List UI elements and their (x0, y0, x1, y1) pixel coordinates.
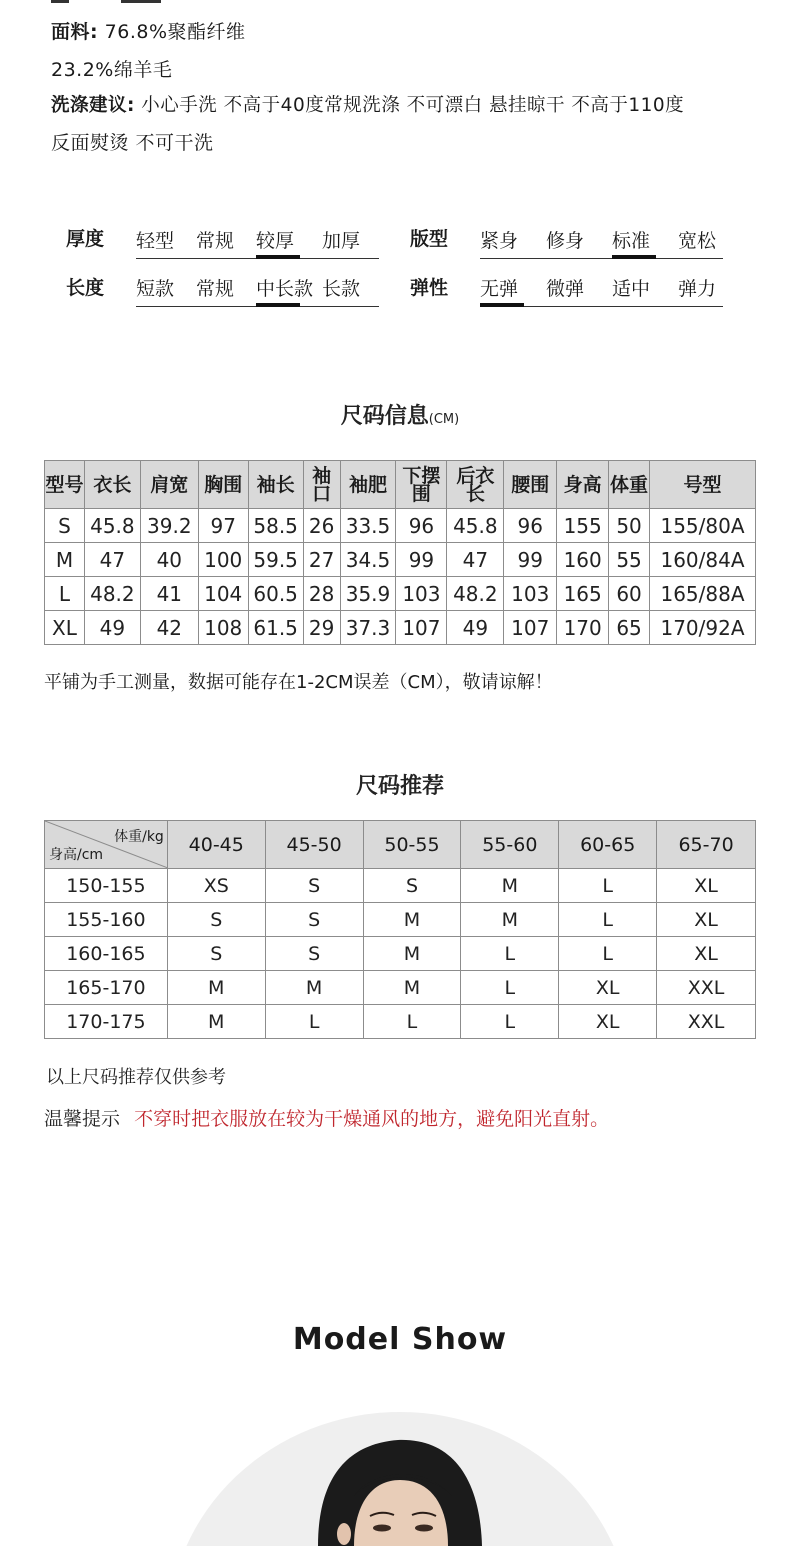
warm-tip-label: 温馨提示 (44, 1108, 121, 1130)
table-cell: 104 (198, 577, 248, 611)
height-range-cell: 165-170 (45, 971, 168, 1005)
table-cell: L (45, 577, 85, 611)
size-cell: S (167, 937, 265, 971)
attr-label: 版型 (410, 228, 449, 250)
weight-header-cell: 60-65 (559, 821, 657, 869)
size-info-note: 平铺为手工测量，数据可能存在1-2CM误差（CM），敬请谅解！ (44, 672, 553, 693)
attr-option: 适中 (612, 278, 651, 300)
table-cell: 96 (504, 509, 557, 543)
size-info-heading (0, 399, 800, 430)
table-cell: 49 (84, 611, 140, 645)
attr-selected-marker (480, 303, 524, 307)
size-recommend-heading: 尺码推荐 (355, 774, 444, 799)
size-header-cell: 身高 (557, 461, 609, 509)
attr-option: 长款 (322, 278, 361, 300)
height-range-cell: 155-160 (45, 903, 168, 937)
size-cell: M (363, 937, 461, 971)
table-row (45, 1005, 756, 1039)
table-cell: 28 (303, 577, 340, 611)
table-cell: 165/88A (650, 577, 756, 611)
size-header-cell: 下摆围 (396, 461, 447, 509)
table-cell: 97 (198, 509, 248, 543)
table-cell: 160/84A (650, 543, 756, 577)
table-cell: 59.5 (248, 543, 303, 577)
corner-weight-label: 体重/kg (114, 829, 164, 845)
attr-option: 轻型 (136, 230, 175, 252)
size-cell: M (461, 869, 559, 903)
table-cell: 103 (504, 577, 557, 611)
table-cell: 61.5 (248, 611, 303, 645)
size-header-cell: 袖肥 (340, 461, 396, 509)
wash-value-2: 反面熨烫 不可干洗 (51, 132, 214, 154)
corner-header-cell (45, 821, 168, 869)
table-cell: M (45, 543, 85, 577)
attr-option: 紧身 (480, 230, 519, 252)
table-cell: 58.5 (248, 509, 303, 543)
attr-option: 无弹 (480, 278, 519, 300)
size-header-cell: 腰围 (504, 461, 557, 509)
size-cell: M (461, 903, 559, 937)
size-cell: XL (657, 937, 756, 971)
attr-option: 常规 (196, 278, 235, 300)
attr-option: 较厚 (256, 230, 295, 252)
table-cell: 37.3 (340, 611, 396, 645)
size-cell: S (265, 869, 363, 903)
weight-header-cell: 55-60 (461, 821, 559, 869)
table-cell: 45.8 (447, 509, 504, 543)
attr-selected-marker (256, 255, 300, 259)
table-cell: 65 (609, 611, 650, 645)
table-cell: 107 (504, 611, 557, 645)
size-cell: XXL (657, 1005, 756, 1039)
table-cell: 29 (303, 611, 340, 645)
attr-option: 短款 (136, 278, 175, 300)
weight-header-cell: 65-70 (657, 821, 756, 869)
attr-option: 加厚 (322, 230, 361, 252)
table-cell: 170 (557, 611, 609, 645)
size-cell: XL (559, 1005, 657, 1039)
weight-header-cell: 40-45 (167, 821, 265, 869)
table-row (45, 543, 756, 577)
table-cell: 40 (140, 543, 198, 577)
size-header-cell: 肩宽 (140, 461, 198, 509)
warm-tip-text: 不穿时把衣服放在较为干燥通风的地方，避免阳光直射。 (134, 1108, 610, 1130)
corner-height-label: 身高/cm (49, 847, 104, 863)
size-info-table (44, 460, 756, 645)
table-cell: 60.5 (248, 577, 303, 611)
height-range-cell: 170-175 (45, 1005, 168, 1039)
table-row (45, 577, 756, 611)
table-cell: S (45, 509, 85, 543)
size-cell: M (167, 1005, 265, 1039)
warm-tip (44, 1104, 609, 1131)
size-header-cell: 体重 (609, 461, 650, 509)
table-cell: 47 (84, 543, 140, 577)
size-cell: L (363, 1005, 461, 1039)
table-cell: 100 (198, 543, 248, 577)
fabric-line (51, 17, 246, 44)
size-cell: XL (657, 903, 756, 937)
fabric-value-2: 23.2%绵羊毛 (51, 59, 173, 81)
weight-header-cell: 50-55 (363, 821, 461, 869)
height-range-cell: 150-155 (45, 869, 168, 903)
table-cell: 42 (140, 611, 198, 645)
model-show-title: Model Show (292, 1322, 508, 1357)
table-cell: 165 (557, 577, 609, 611)
attr-option: 常规 (196, 230, 235, 252)
size-cell: XL (559, 971, 657, 1005)
size-cell: M (363, 971, 461, 1005)
fabric-value: 76.8%聚酯纤维 (104, 21, 246, 43)
table-row (45, 971, 756, 1005)
table-cell: 34.5 (340, 543, 396, 577)
size-header-cell: 袖口 (303, 461, 340, 509)
table-cell: 47 (447, 543, 504, 577)
wash-line (51, 91, 684, 117)
size-header-cell: 袖长 (248, 461, 303, 509)
table-cell: 48.2 (447, 577, 504, 611)
table-cell: 33.5 (340, 509, 396, 543)
table-cell: 99 (504, 543, 557, 577)
height-range-cell: 160-165 (45, 937, 168, 971)
table-cell: 48.2 (84, 577, 140, 611)
attr-option: 标准 (612, 230, 651, 252)
weight-header-cell: 45-50 (265, 821, 363, 869)
size-header-cell: 号型 (650, 461, 756, 509)
size-cell: S (265, 903, 363, 937)
size-cell: L (461, 971, 559, 1005)
table-cell: 160 (557, 543, 609, 577)
table-cell: 155/80A (650, 509, 756, 543)
attr-label: 厚度 (66, 228, 105, 250)
attr-label: 长度 (66, 277, 105, 299)
attr-option: 宽松 (678, 230, 717, 252)
size-header-cell: 后衣长 (447, 461, 504, 509)
table-row (45, 611, 756, 645)
size-cell: M (363, 903, 461, 937)
size-cell: S (363, 869, 461, 903)
table-cell: 170/92A (650, 611, 756, 645)
table-cell: 39.2 (140, 509, 198, 543)
size-cell: XXL (657, 971, 756, 1005)
table-cell: 155 (557, 509, 609, 543)
fabric-label: 面料: (51, 21, 99, 43)
size-cell: L (559, 937, 657, 971)
size-info-title: 尺码信息 (340, 404, 429, 429)
size-cell: S (167, 903, 265, 937)
attr-selected-marker (612, 255, 656, 259)
table-cell: 60 (609, 577, 650, 611)
table-cell: 27 (303, 543, 340, 577)
table-cell: 50 (609, 509, 650, 543)
table-cell: 45.8 (84, 509, 140, 543)
size-cell: M (265, 971, 363, 1005)
table-cell: 99 (396, 543, 447, 577)
attr-label: 弹性 (410, 277, 449, 299)
cropped-text-remnant (51, 0, 201, 5)
table-row (45, 869, 756, 903)
size-cell: S (265, 937, 363, 971)
size-recommend-table (44, 820, 756, 1039)
size-recommend-note: 以上尺码推荐仅供参考 (46, 1067, 226, 1088)
size-cell: L (461, 1005, 559, 1039)
table-row (45, 509, 756, 543)
size-cell: L (559, 869, 657, 903)
size-cell: L (265, 1005, 363, 1039)
size-cell: L (461, 937, 559, 971)
table-row (45, 937, 756, 971)
table-row (45, 903, 756, 937)
size-cell: XL (657, 869, 756, 903)
attr-option: 微弹 (546, 278, 585, 300)
size-header-cell: 衣长 (84, 461, 140, 509)
size-cell: L (559, 903, 657, 937)
attr-option: 修身 (546, 230, 585, 252)
attr-underline (480, 258, 723, 259)
size-info-unit: (CM) (428, 412, 460, 427)
size-cell: XS (167, 869, 265, 903)
size-header-cell: 型号 (45, 461, 85, 509)
table-cell: 41 (140, 577, 198, 611)
size-header-cell: 胸围 (198, 461, 248, 509)
model-photo-illustration (0, 1400, 800, 1546)
table-cell: 96 (396, 509, 447, 543)
table-cell: 35.9 (340, 577, 396, 611)
wash-label: 洗涤建议: (51, 95, 135, 116)
model-photo (0, 1400, 800, 1546)
table-cell: 107 (396, 611, 447, 645)
attr-option: 中长款 (256, 278, 314, 300)
table-cell: 49 (447, 611, 504, 645)
table-cell: 26 (303, 509, 340, 543)
size-cell: M (167, 971, 265, 1005)
attr-selected-marker (256, 303, 300, 307)
table-cell: XL (45, 611, 85, 645)
table-cell: 103 (396, 577, 447, 611)
table-cell: 55 (609, 543, 650, 577)
attr-option: 弹力 (678, 278, 717, 300)
wash-value: 小心手洗 不高于40度常规洗涤 不可漂白 悬挂晾干 不高于110度 (141, 95, 685, 116)
table-cell: 108 (198, 611, 248, 645)
